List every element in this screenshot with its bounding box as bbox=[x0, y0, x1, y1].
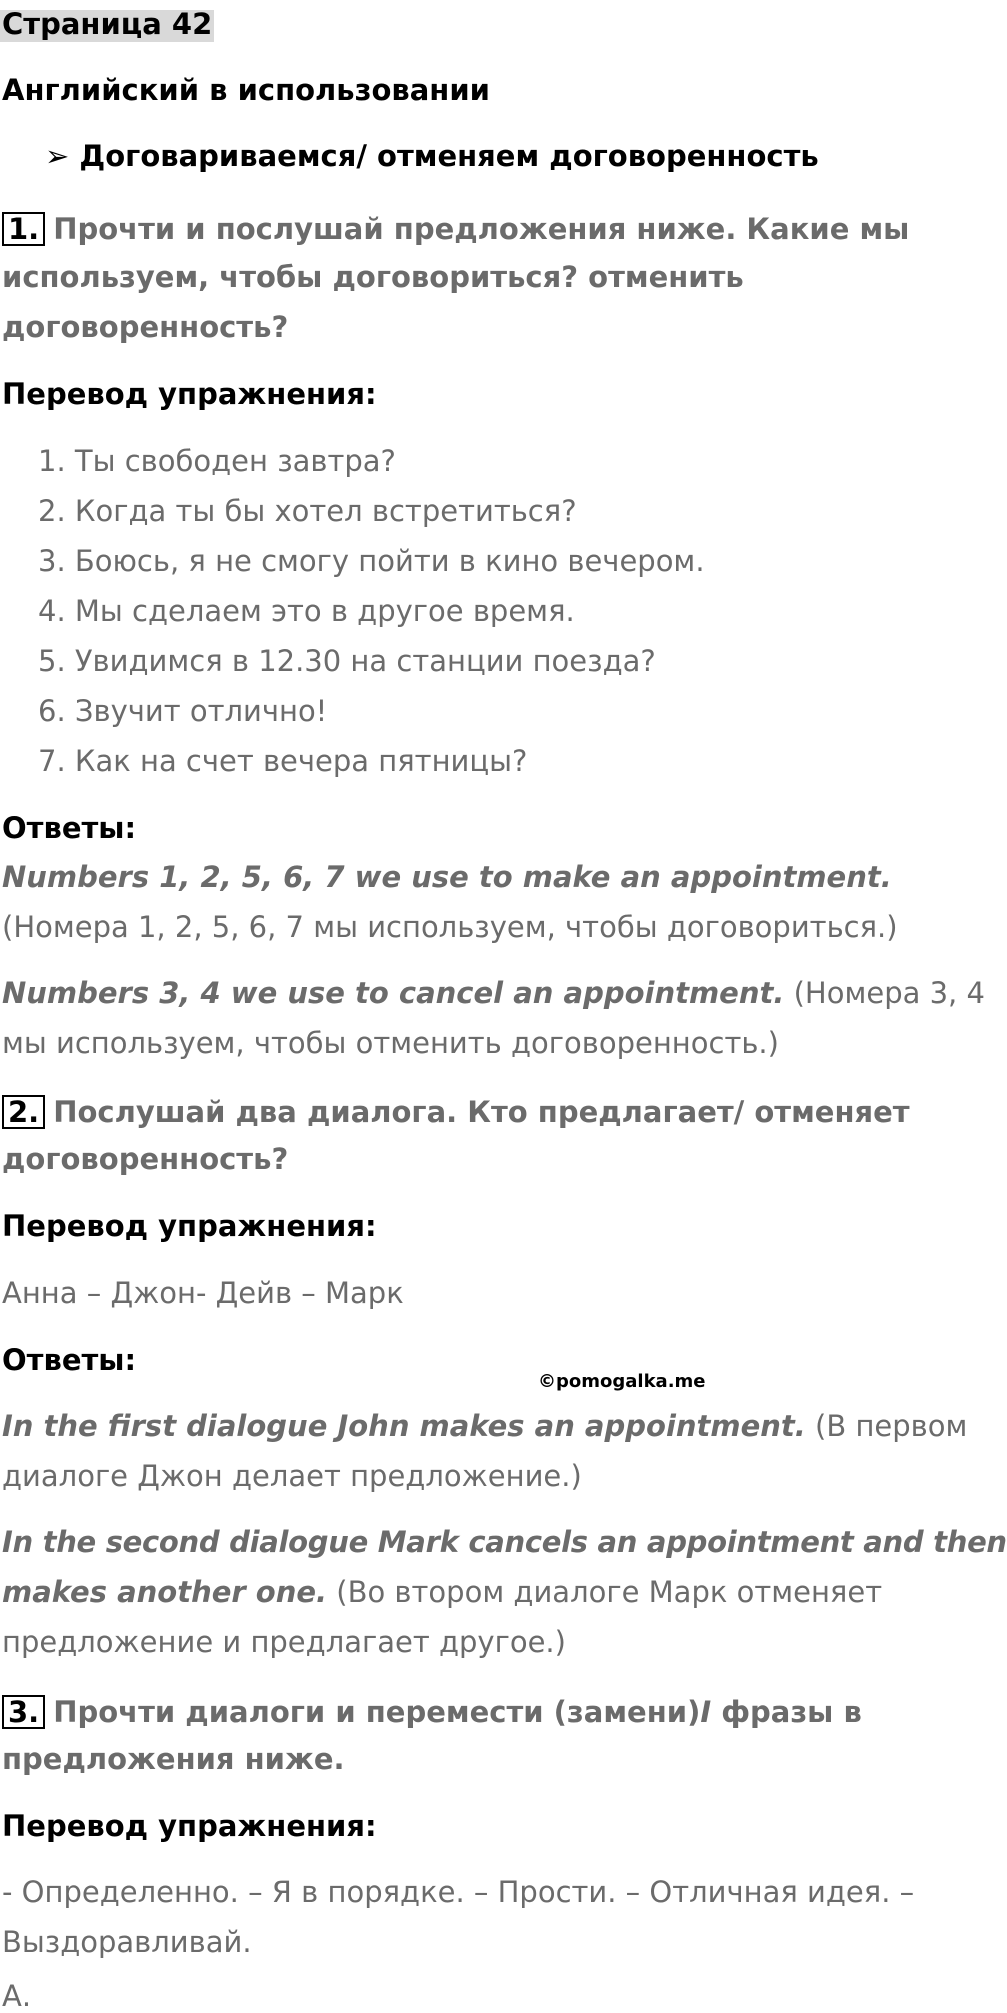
page-title: Страница 42 bbox=[2, 7, 213, 41]
ex1-task-line2: используем, чтобы договориться? отменить bbox=[2, 260, 744, 294]
ex1-answer2-ru-end: мы используем, чтобы отменить договоренность.) bbox=[2, 1026, 779, 1060]
ex2-task-text: Послушай два диалога. Кто предлагает/ отменяет bbox=[53, 1095, 910, 1129]
ex2-answer1-en: In the first dialogue John makes an appointment. bbox=[2, 1409, 806, 1443]
ex3-translation-label: Перевод упражнения: bbox=[2, 1809, 377, 1843]
ex1-answer2-line1 bbox=[2, 976, 985, 1010]
ex1-answer2-ru-start: (Номера 3, 4 bbox=[793, 976, 985, 1010]
ex1-list-item: 6. Звучит отлично! bbox=[38, 694, 328, 728]
ex2-task-line1 bbox=[2, 1095, 910, 1129]
ex1-answers-label: Ответы: bbox=[2, 811, 137, 845]
ex1-list-item: 7. Как на счет вечера пятницы? bbox=[38, 744, 528, 778]
ex1-task-line3: договоренность? bbox=[2, 310, 289, 344]
ex2-answers-label: Ответы: bbox=[2, 1343, 137, 1377]
ex2-answer1-ru-end: диалоге Джон делает предложение.) bbox=[2, 1459, 582, 1493]
ex2-answer2-en-line1: In the second dialogue Mark cancels an appointment and then bbox=[2, 1525, 1007, 1559]
ex2-number-box: 2. bbox=[2, 1095, 45, 1129]
ex1-translation-label: Перевод упражнения: bbox=[2, 377, 377, 411]
ex2-translation: Анна – Джон- Дейв – Марк bbox=[2, 1276, 404, 1310]
subsection-heading bbox=[45, 139, 819, 173]
ex1-task-line1 bbox=[2, 212, 909, 246]
ex1-answer1-ru: (Номера 1, 2, 5, 6, 7 мы используем, чтобы договориться.) bbox=[2, 910, 898, 944]
ex1-list-item: 4. Мы сделаем это в другое время. bbox=[38, 594, 575, 628]
ex1-list-item: 1. Ты свободен завтра? bbox=[38, 444, 396, 478]
ex3-task-text-end: фразы в bbox=[721, 1695, 862, 1729]
ex3-task-italic: I bbox=[700, 1695, 712, 1729]
ex1-list-item: 5. Увидимся в 12.30 на станции поезда? bbox=[38, 644, 656, 678]
ex1-answer2-en: Numbers 3, 4 we use to cancel an appointment. bbox=[2, 976, 785, 1010]
ex3-task-line1 bbox=[2, 1695, 862, 1729]
ex2-answer1-ru-start: (В первом bbox=[815, 1409, 968, 1443]
ex1-task-text: Прочти и послушай предложения ниже. Какие мы bbox=[53, 212, 910, 246]
ex3-number-box: 3. bbox=[2, 1695, 45, 1729]
section-title: Английский в использовании bbox=[2, 73, 490, 107]
watermark: ©pomogalka.me bbox=[538, 1371, 706, 1392]
ex1-number-box: 1. bbox=[2, 212, 45, 246]
ex2-task-line2: договоренность? bbox=[2, 1142, 289, 1176]
ex3-trailing-text: А. bbox=[2, 1979, 32, 2013]
ex3-task-text: Прочти диалоги и перемести (замени) bbox=[53, 1695, 701, 1729]
ex2-answer2-ru-end: предложение и предлагает другое.) bbox=[2, 1625, 566, 1659]
ex2-answer2-line2 bbox=[2, 1575, 883, 1609]
ex2-answer1-line1 bbox=[2, 1409, 968, 1443]
bullet-arrow-icon: ➢ bbox=[45, 139, 70, 173]
ex3-translation-line2: Выздоравливай. bbox=[2, 1925, 252, 1959]
ex3-translation-line1: - Определенно. – Я в порядке. – Прости. – Отличная идея. – bbox=[2, 1875, 915, 1909]
ex2-answer2-ru-start: (Во втором диалоге Марк отменяет bbox=[336, 1575, 883, 1609]
ex2-answer2-en-line2: makes another one. bbox=[2, 1575, 328, 1609]
ex1-answer1-en: Numbers 1, 2, 5, 6, 7 we use to make an appointment. bbox=[2, 860, 892, 894]
subsection-title: Договариваемся/ отменяем договоренность bbox=[79, 139, 819, 173]
ex2-translation-label: Перевод упражнения: bbox=[2, 1209, 377, 1243]
ex1-list-item: 3. Боюсь, я не смогу пойти в кино вечером. bbox=[38, 544, 705, 578]
ex3-task-line2: предложения ниже. bbox=[2, 1742, 345, 1776]
ex1-list-item: 2. Когда ты бы хотел встретиться? bbox=[38, 494, 577, 528]
